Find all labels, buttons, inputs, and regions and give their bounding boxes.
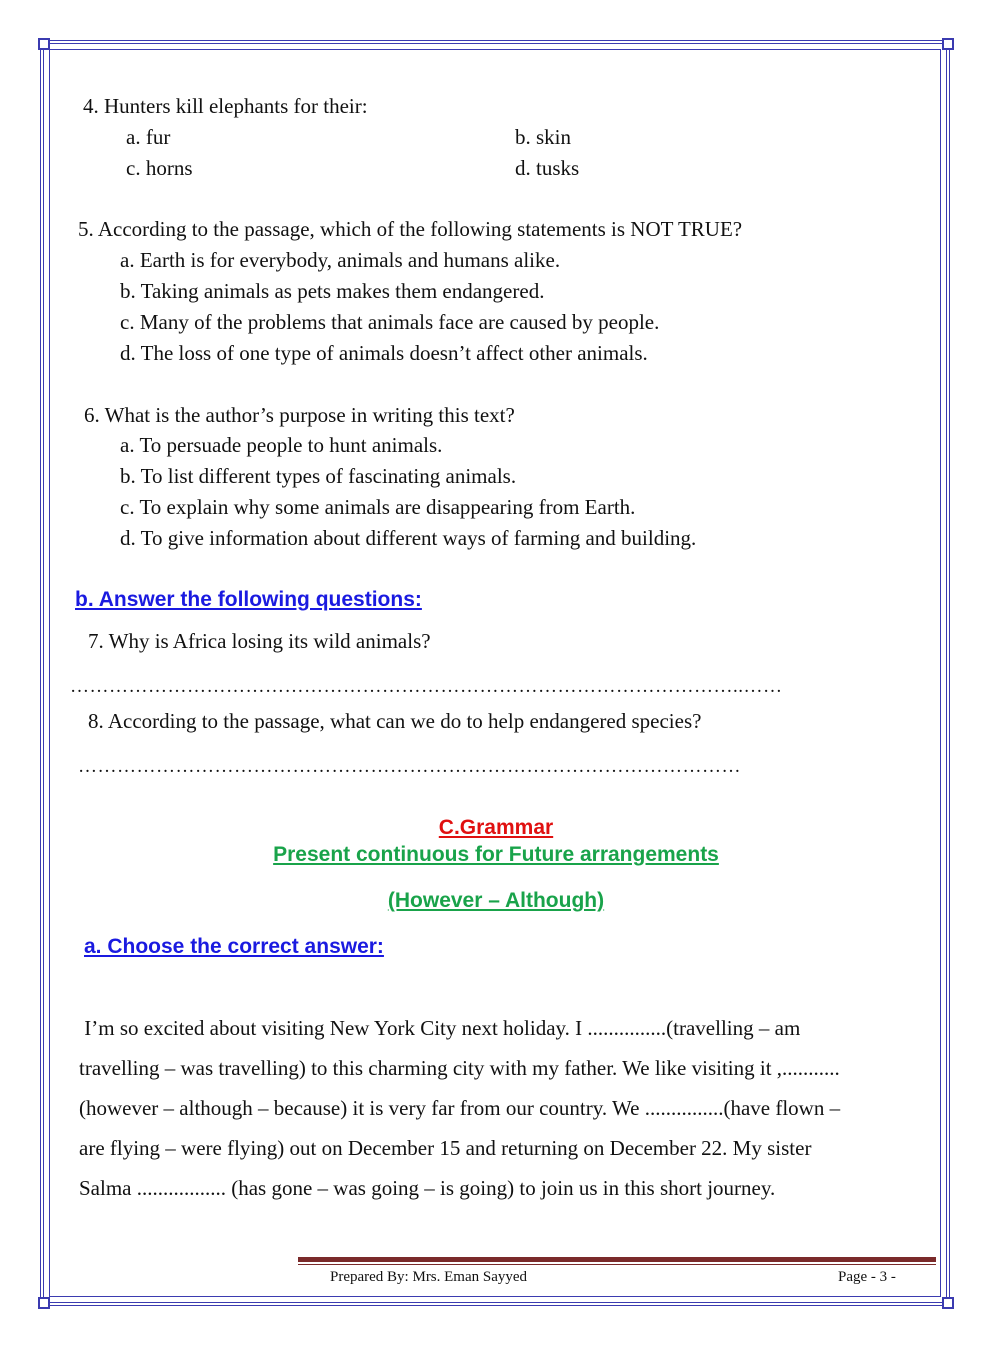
question-4: 4. Hunters kill elephants for their:: [83, 94, 368, 118]
border-corner: [38, 1297, 50, 1309]
section-b-heading: b. Answer the following questions:: [75, 588, 422, 611]
q7-answer-line[interactable]: …………………………………………………………………………………………..……: [70, 676, 783, 697]
footer-page-number: Page - 3 -: [838, 1269, 896, 1285]
q5-option-a[interactable]: a. Earth is for everybody, animals and humans alike.: [120, 248, 561, 272]
paragraph-line: (however – although – because) it is very far from our country. We ...............(have flown –: [79, 1096, 841, 1120]
paragraph-line: travelling – was travelling) to this charming city with my father. We like visiting it ,...........: [79, 1056, 840, 1080]
q6-option-c[interactable]: c. To explain why some animals are disappearing from Earth.: [120, 495, 636, 519]
border-corner: [38, 38, 50, 50]
q5-option-b[interactable]: b. Taking animals as pets makes them endangered.: [120, 279, 545, 303]
paragraph-line: Salma ................. (has gone – was going – is going) to join us in this short journey.: [79, 1176, 776, 1200]
border-corner: [942, 38, 954, 50]
grammar-a-heading: a. Choose the correct answer:: [84, 935, 384, 958]
q5-option-d[interactable]: d. The loss of one type of animals doesn’t affect other animals.: [120, 341, 648, 365]
grammar-paragraph: [79, 1008, 934, 1208]
paragraph-line: I’m so excited about visiting New York City next holiday. I ...............(travelling – am: [79, 1016, 801, 1040]
grammar-title: C.Grammar: [438, 816, 554, 839]
question-5: 5. According to the passage, which of the following statements is NOT TRUE?: [78, 217, 743, 241]
paragraph-line: are flying – were flying) out on December 15 and returning on December 22. My sister: [79, 1136, 812, 1160]
footer-divider: [298, 1257, 936, 1262]
grammar-subtitle-2: (However – Although): [387, 889, 605, 912]
question-7: 7. Why is Africa losing its wild animals?: [88, 629, 431, 653]
q8-answer-line[interactable]: …………………………………………………………………………………………: [78, 756, 741, 777]
border-corner: [942, 1297, 954, 1309]
question-6: 6. What is the author’s purpose in writing this text?: [84, 403, 515, 427]
q5-option-c[interactable]: c. Many of the problems that animals face are caused by people.: [120, 310, 660, 334]
footer-divider-thin: [298, 1264, 936, 1265]
q6-option-d[interactable]: d. To give information about different ways of farming and building.: [120, 526, 697, 550]
q6-option-b[interactable]: b. To list different types of fascinating animals.: [120, 464, 517, 488]
q4-option-c[interactable]: c. horns: [126, 156, 193, 180]
grammar-subtitle-1: Present continuous for Future arrangements: [273, 843, 719, 866]
q6-option-a[interactable]: a. To persuade people to hunt animals.: [120, 433, 443, 457]
question-8: 8. According to the passage, what can we do to help endangered species?: [88, 709, 702, 733]
q4-option-d[interactable]: d. tusks: [515, 156, 580, 180]
q4-option-b[interactable]: b. skin: [515, 125, 572, 149]
q4-option-a[interactable]: a. fur: [126, 125, 171, 149]
footer-author: Prepared By: Mrs. Eman Sayyed: [330, 1269, 528, 1285]
